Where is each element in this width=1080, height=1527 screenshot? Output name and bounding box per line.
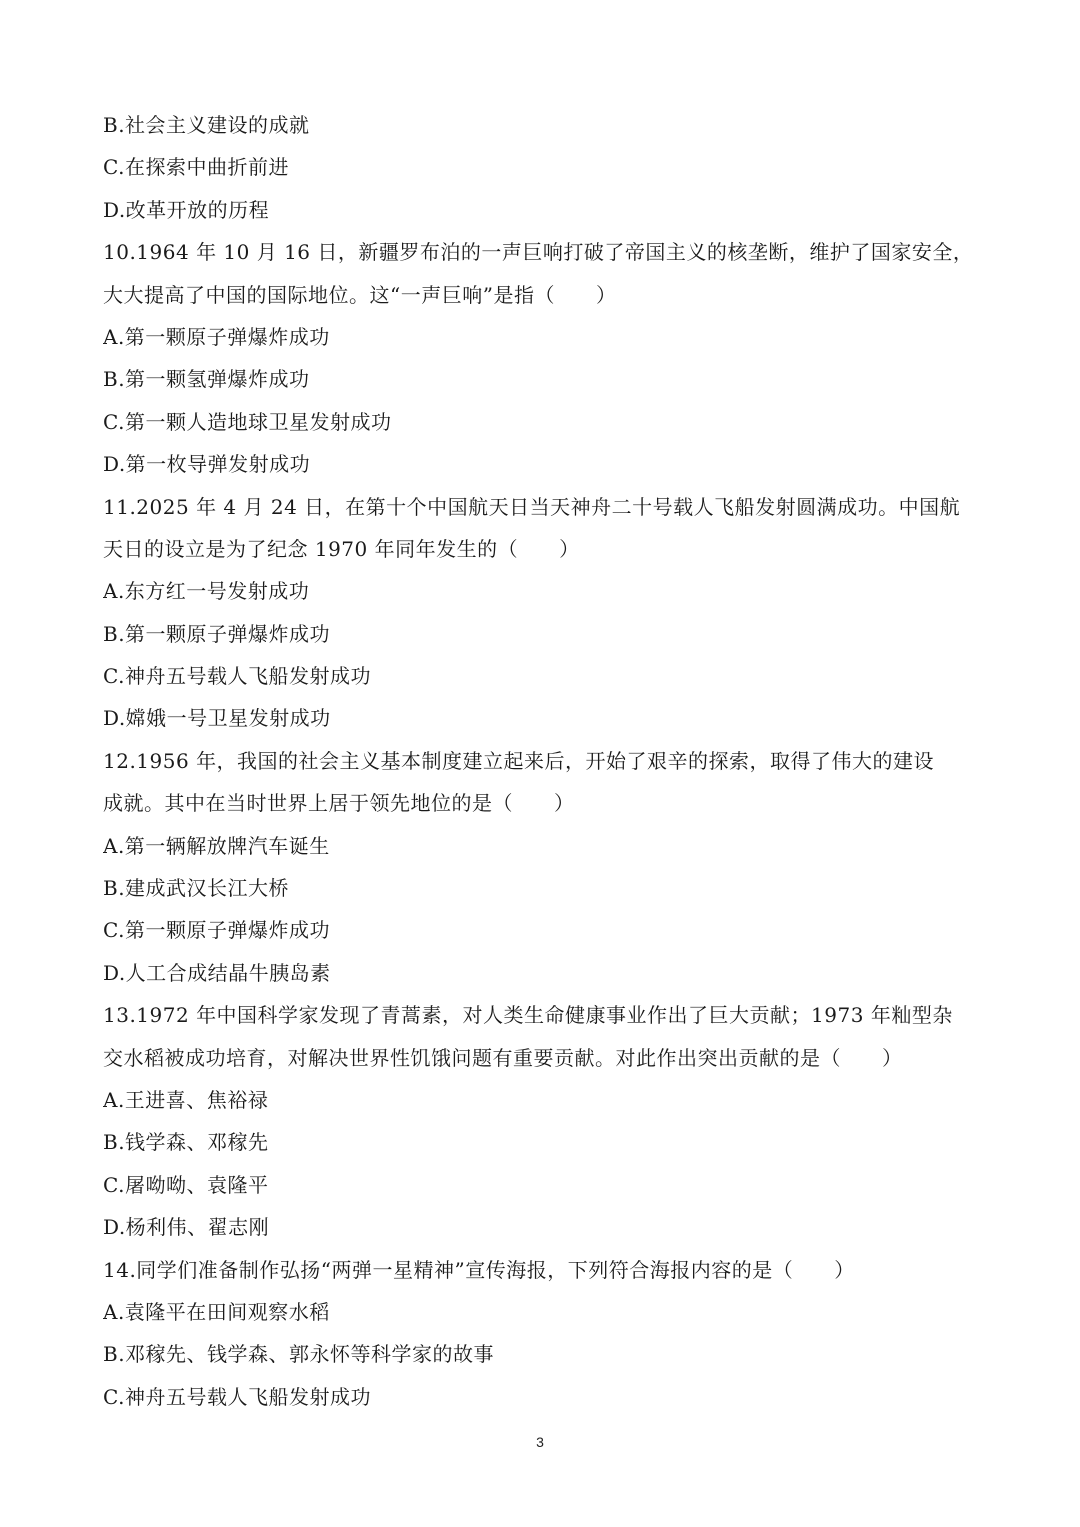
option-c: C.在探索中曲折前进 — [103, 155, 289, 180]
question-12-option-b: B.建成武汉长江大桥 — [103, 876, 290, 901]
question-11-option-d: D.嫦娥一号卫星发射成功 — [103, 706, 331, 731]
question-10-stem-line-2: 大大提高了中国的国际地位。这“一声巨响”是指（ ） — [103, 282, 617, 307]
question-13-option-d: D.杨利伟、翟志刚 — [103, 1215, 270, 1240]
question-12-option-d: D.人工合成结晶牛胰岛素 — [103, 960, 331, 985]
question-13-option-a: A.王进喜、焦裕禄 — [103, 1087, 269, 1112]
question-14-option-a: A.袁隆平在田间观察水稻 — [103, 1299, 330, 1324]
question-13-stem-line-1: 13.1972 年中国科学家发现了青蒿素，对人类生命健康事业作出了巨大贡献；1973 年籼型杂 — [103, 1003, 953, 1028]
question-11-stem-line-2: 天日的设立是为了纪念 1970 年同年发生的（ ） — [103, 536, 580, 561]
question-12-stem-line-1: 12.1956 年，我国的社会主义基本制度建立起来后，开始了艰辛的探索，取得了伟大的建设 — [103, 748, 935, 773]
question-13-option-c: C.屠呦呦、袁隆平 — [103, 1172, 269, 1197]
question-10-stem-line-1: 10.1964 年 10 月 16 日，新疆罗布泊的一声巨响打破了帝国主义的核垄断，维护了国家安全， — [103, 240, 974, 265]
question-list — [103, 104, 983, 1418]
question-13-option-b: B.钱学森、邓稼先 — [103, 1130, 269, 1155]
question-11-option-b: B.第一颗原子弹爆炸成功 — [103, 621, 331, 646]
option-d: D.改革开放的历程 — [103, 197, 270, 222]
option-b: B.社会主义建设的成就 — [103, 113, 310, 137]
question-11-option-a: A.东方红一号发射成功 — [103, 579, 310, 604]
question-10-option-d: D.第一枚导弹发射成功 — [103, 452, 311, 477]
question-14-option-b: B.邓稼先、钱学森、郭永怀等科学家的故事 — [103, 1342, 495, 1367]
question-12-option-a: A.第一辆解放牌汽车诞生 — [103, 833, 330, 858]
question-10-option-b: B.第一颗氢弹爆炸成功 — [103, 367, 310, 392]
question-11-option-c: C.神舟五号载人飞船发射成功 — [103, 664, 371, 689]
question-12-option-c: C.第一颗原子弹爆炸成功 — [103, 918, 330, 943]
question-11-stem-line-1: 11.2025 年 4 月 24 日，在第十个中国航天日当天神舟二十号载人飞船发射圆满成功。中国航 — [103, 494, 961, 519]
question-10-option-a: A.第一颗原子弹爆炸成功 — [103, 324, 330, 349]
page-number: 3 — [536, 1434, 544, 1450]
question-14-stem-line-1: 14.同学们准备制作弘扬“两弹一星精神”宣传海报，下列符合海报内容的是（ ） — [103, 1257, 855, 1282]
question-12-stem-line-2: 成就。其中在当时世界上居于领先地位的是（ ） — [103, 791, 575, 816]
question-10-option-c: C.第一颗人造地球卫星发射成功 — [103, 409, 392, 434]
question-14-option-c: C.神舟五号载人飞船发射成功 — [103, 1384, 371, 1409]
question-13-stem-line-2: 交水稻被成功培育，对解决世界性饥饿问题有重要贡献。对此作出突出贡献的是（ ） — [103, 1045, 903, 1070]
